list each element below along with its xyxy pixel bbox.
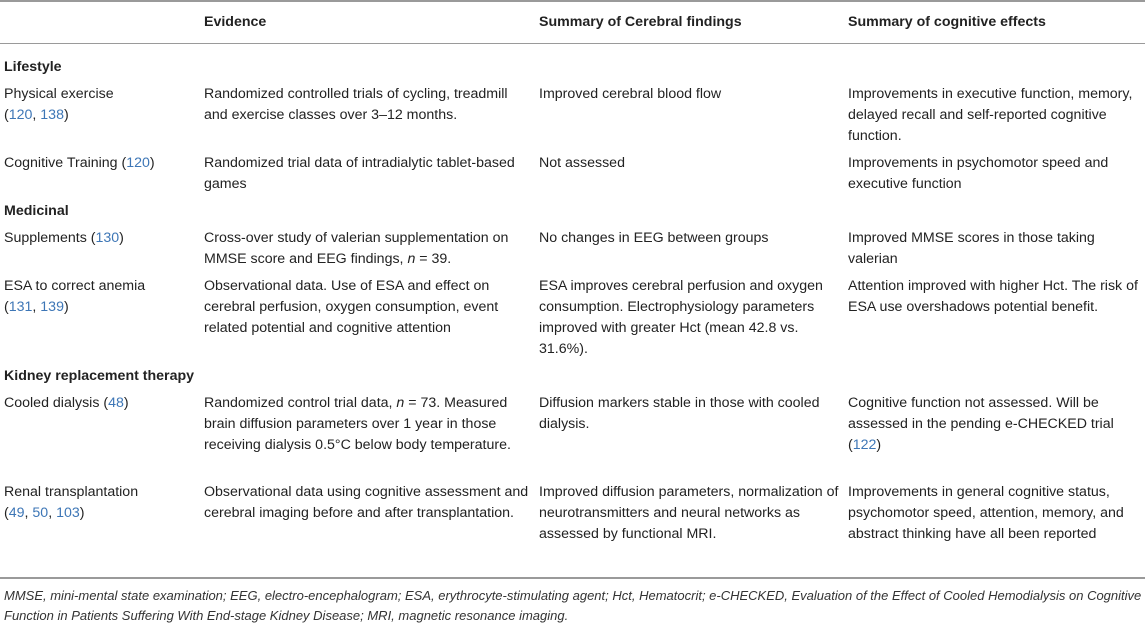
cell-cerebral-supplements: No changes in EEG between groups — [539, 230, 769, 246]
cell-evidence-supplements: Cross-over study of valerian supplementation on MMSE score and EEG findings, n = 39. — [204, 230, 509, 267]
row-label-cognitive-training: Cognitive Training (120) — [4, 155, 155, 171]
row-label-physical-exercise: Physical exercise (120, 138) — [4, 86, 114, 123]
cell-cerebral-exercise: Improved cerebral blood flow — [539, 86, 722, 102]
cell-evidence-cooled: Randomized control trial data, n = 73. Measured brain diffusion parameters over 1 year in those receiving dialysis 0.5°C below body temperature. — [204, 395, 511, 453]
table-footnote: MMSE, mini-mental state examination; EEG, electro-encephalogram; ESA, erythrocyte-stimulating agent; Hct, Hematocrit; e-CHECKED, Evaluation of the Effect of Cooled Hemodialysis on Cognitive Function in Patients Suffering With End-stage Kidney Disease; MRI, magnetic resonance imaging. — [4, 588, 1142, 623]
cell-cerebral-training: Not assessed — [539, 155, 625, 171]
cell-cognitive-esa: Attention improved with higher Hct. The risk of ESA use overshadows potential benefit. — [848, 278, 1138, 315]
cell-evidence-esa: Observational data. Use of ESA and effect on cerebral perfusion, oxygen consumption, event related potential and cognitive attention — [204, 278, 499, 336]
reference-link[interactable]: 131 — [8, 299, 33, 315]
table-bottom-rule — [0, 577, 1145, 579]
cell-evidence-renal: Observational data using cognitive assessment and cerebral imaging before and after transplantation. — [204, 484, 529, 521]
reference-link[interactable]: 120 — [8, 107, 33, 123]
cell-cerebral-cooled: Diffusion markers stable in those with cooled dialysis. — [539, 395, 820, 432]
cell-cognitive-renal: Improvements in general cognitive status, psychomotor speed, attention, memory, and abstract thinking have all been reported — [848, 484, 1124, 542]
reference-link[interactable]: 138 — [40, 107, 64, 123]
section-heading-kidney-replacement: Kidney replacement therapy — [4, 368, 195, 384]
table-top-rule — [0, 0, 1145, 2]
reference-link[interactable]: 50 — [32, 505, 49, 521]
reference-link[interactable]: 49 — [8, 505, 25, 521]
cell-cerebral-renal: Improved diffusion parameters, normalization of neurotransmitters and neural networks as assessed by functional MRI. — [539, 484, 839, 542]
row-label-esa: ESA to correct anemia (131, 139) — [4, 278, 146, 315]
cell-evidence-exercise: Randomized controlled trials of cycling, treadmill and exercise classes over 3–12 months. — [204, 86, 508, 123]
cell-cognitive-training: Improvements in psychomotor speed and executive function — [848, 155, 1109, 192]
reference-link[interactable]: 48 — [108, 395, 124, 411]
reference-link[interactable]: 120 — [126, 155, 150, 171]
cell-cognitive-cooled: Cognitive function not assessed. Will be assessed in the pending e-CHECKED trial (122) — [848, 395, 1114, 453]
section-heading-medicinal: Medicinal — [4, 203, 69, 219]
reference-link[interactable]: 130 — [95, 230, 120, 246]
cell-cognitive-exercise: Improvements in executive function, memory, delayed recall and self-reported cognitive function. — [848, 86, 1133, 144]
reference-link[interactable]: 122 — [852, 437, 877, 453]
cell-evidence-training: Randomized trial data of intradialytic tablet-based games — [204, 155, 515, 192]
reference-link[interactable]: 139 — [40, 299, 64, 315]
row-label-supplements: Supplements (130) — [4, 230, 124, 246]
row-label-renal-transplantation: Renal transplantation (49, 50, 103) — [4, 484, 139, 521]
section-heading-lifestyle: Lifestyle — [4, 59, 62, 75]
header-cerebral-findings: Summary of Cerebral findings — [539, 14, 742, 30]
header-cognitive-effects: Summary of cognitive effects — [848, 14, 1046, 30]
reference-link[interactable]: 103 — [56, 505, 80, 521]
row-label-cooled-dialysis: Cooled dialysis (48) — [4, 395, 129, 411]
header-evidence: Evidence — [204, 14, 267, 30]
table-header-rule — [0, 43, 1145, 44]
cell-cerebral-esa: ESA improves cerebral perfusion and oxygen consumption. Electrophysiology parameters improved with greater Hct (mean 42.8 vs. 31.6%). — [539, 278, 823, 357]
cell-cognitive-supplements: Improved MMSE scores in those taking valerian — [848, 230, 1095, 267]
